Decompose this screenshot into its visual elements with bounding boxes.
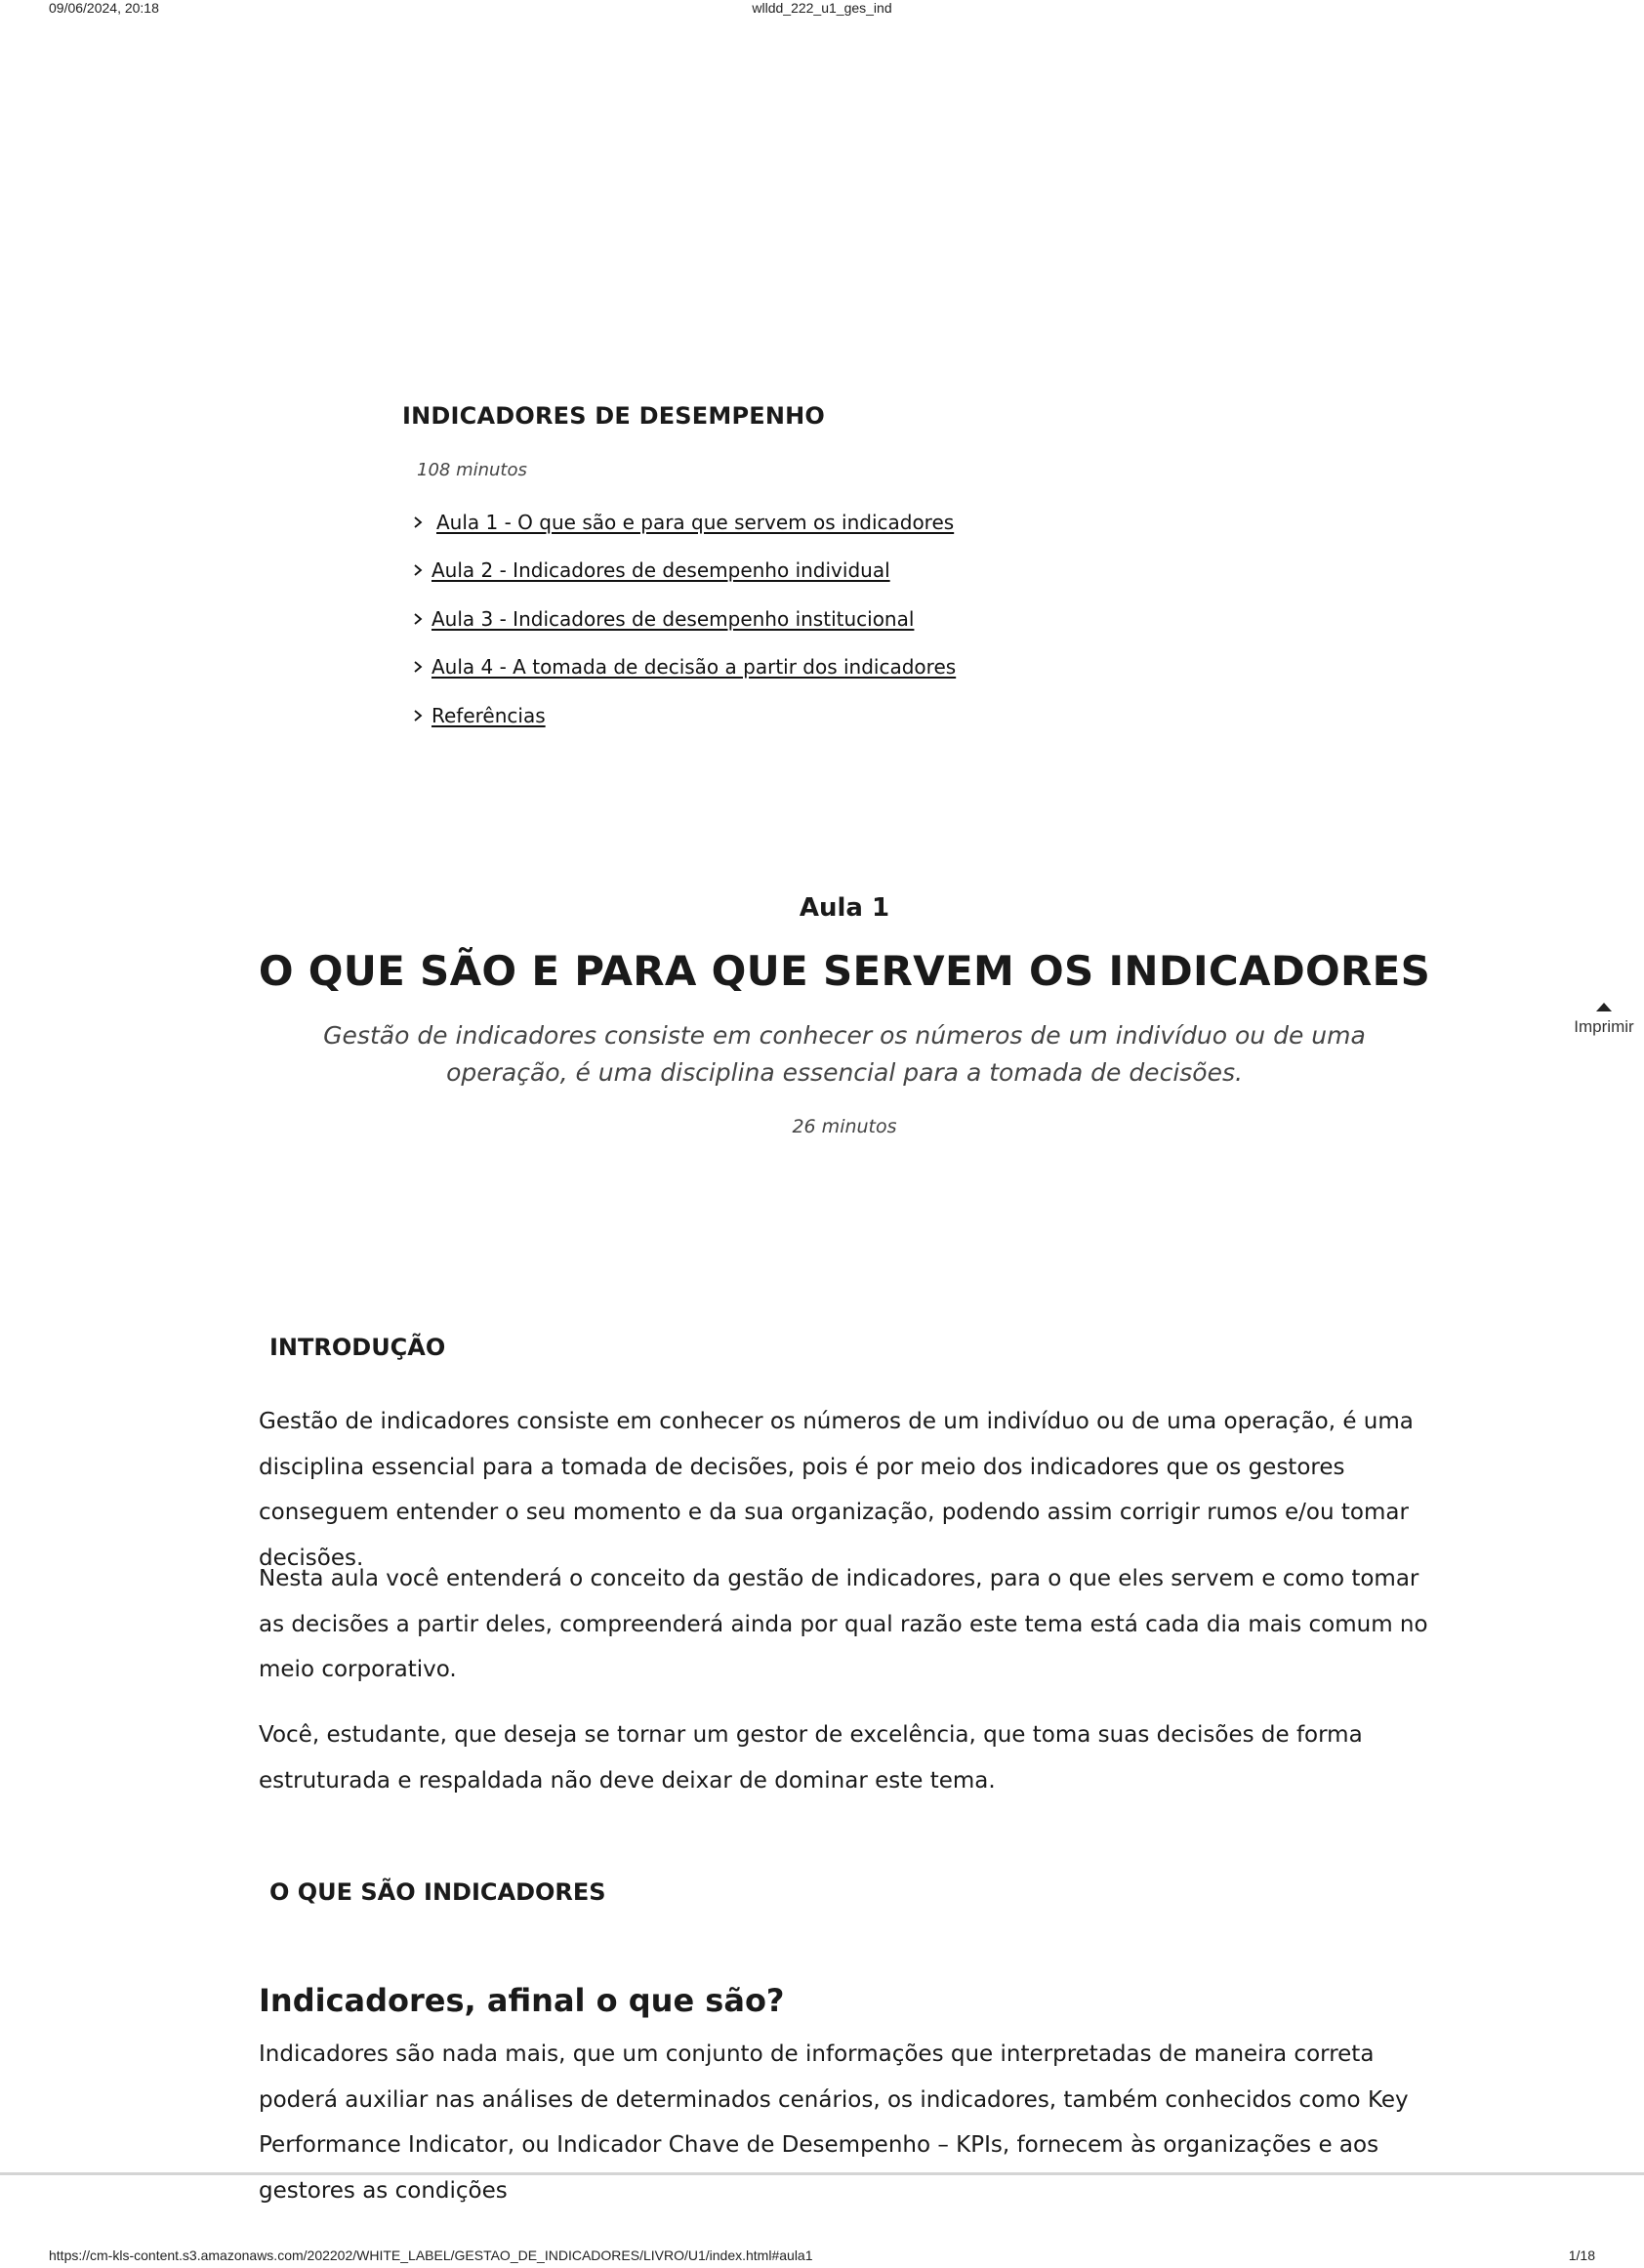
toc-duration: 108 minutos [417, 460, 527, 480]
chevron-right-icon [411, 563, 425, 577]
print-header-date: 09/06/2024, 20:18 [49, 0, 159, 16]
chevron-right-icon [411, 515, 425, 529]
print-footer-page-number: 1/18 [1568, 2247, 1595, 2263]
chevron-right-icon [411, 660, 425, 674]
toc-item-referencias[interactable] [411, 704, 546, 727]
subsection-heading: Indicadores, afinal o que são? [259, 1982, 785, 2019]
toc-item-aula-4[interactable] [411, 655, 956, 679]
chevron-right-icon [411, 612, 425, 626]
section-heading-intro: INTRODUÇÃO [269, 1334, 446, 1361]
toc-link-aula-4[interactable]: Aula 4 - A tomada de decisão a partir dos indicadores [432, 655, 957, 679]
page-bottom-divider [0, 2172, 1644, 2175]
toc-item-aula-1[interactable] [411, 511, 954, 534]
intro-paragraph-3: Você, estudante, que deseja se tornar um gestor de excelência, que toma suas decisões de forma estruturada e respaldada não deve deixar de dominar este tema. [259, 1722, 1363, 1794]
lesson-subtitle: Gestão de indicadores consiste em conhecer os números de um indivíduo ou de uma operação, é uma disciplina essencial para a tomada de decisões. [323, 1021, 1366, 1087]
print-footer-url: https://cm-kls-content.s3.amazonaws.com/202202/WHITE_LABEL/GESTAO_DE_INDICADORES/LIVRO/U1/index.html#aula1 [49, 2247, 813, 2263]
print-header-title: wlldd_222_u1_ges_ind [752, 0, 892, 16]
print-button-label: Imprimir [1574, 1017, 1634, 1036]
toc-link-aula-1[interactable]: Aula 1 - O que são e para que servem os indicadores [436, 511, 955, 534]
lesson-duration: 26 minutos [792, 1116, 897, 1137]
toc-link-referencias[interactable]: Referências [432, 704, 546, 727]
print-button[interactable] [1564, 1003, 1644, 1037]
what-paragraph: Indicadores são nada mais, que um conjunto de informações que interpretadas de maneira correta poderá auxiliar nas análises de determinados cenários, os indicadores, também conhecidos como Key Performance Indicator, ou Indicador Chave de Desempenho – KPIs, fornecem às organizações e aos gestores as condições [259, 2041, 1409, 2204]
chevron-right-icon [411, 709, 425, 722]
lesson-title: O QUE SÃO E PARA QUE SERVEM OS INDICADORES [258, 947, 1431, 995]
intro-paragraph-1: Gestão de indicadores consiste em conhecer os números de um indivíduo ou de uma operação, é uma disciplina essencial para a tomada de decisões, pois é por meio dos indicadores que os gestores conseguem entender o seu momento e da sua organização, podendo assim corrigir rumos e/ou tomar decisões. [259, 1409, 1414, 1571]
toc-link-aula-2[interactable]: Aula 2 - Indicadores de desempenho individual [432, 558, 890, 582]
caret-up-icon [1596, 1003, 1612, 1011]
toc-link-aula-3[interactable]: Aula 3 - Indicadores de desempenho institucional [432, 607, 915, 631]
section-heading-what: O QUE SÃO INDICADORES [269, 1878, 606, 1906]
toc-heading: INDICADORES DE DESEMPENHO [402, 402, 826, 430]
toc-item-aula-2[interactable] [411, 558, 890, 582]
intro-paragraph-2: Nesta aula você entenderá o conceito da gestão de indicadores, para o que eles servem e como tomar as decisões a partir deles, compreenderá ainda por qual razão este tema está cada dia mais comum no meio corporativo. [259, 1566, 1428, 1682]
lesson-label: Aula 1 [799, 893, 890, 923]
toc-item-aula-3[interactable] [411, 607, 914, 631]
